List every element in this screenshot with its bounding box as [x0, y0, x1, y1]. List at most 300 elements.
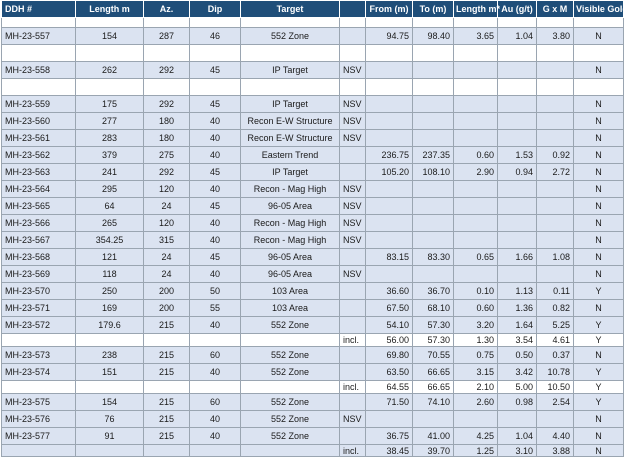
dip-cell — [190, 45, 241, 62]
gram-metres-cell: 2.54 — [537, 394, 574, 411]
note-cell — [340, 79, 366, 96]
gram-metres-cell: 3.80 — [537, 28, 574, 45]
from-cell: 71.50 — [366, 394, 413, 411]
azimuth-cell: 24 — [144, 249, 190, 266]
to-cell — [413, 18, 454, 28]
to-cell — [413, 266, 454, 283]
table-row — [2, 96, 624, 113]
to-cell — [413, 79, 454, 96]
length-cell — [76, 79, 144, 96]
table-row — [2, 45, 624, 62]
from-cell: 83.15 — [366, 249, 413, 266]
visible-gold-cell — [574, 79, 624, 96]
from-cell: 94.75 — [366, 28, 413, 45]
note-cell: NSV — [340, 130, 366, 147]
to-cell: 68.10 — [413, 300, 454, 317]
dip-cell: 45 — [190, 249, 241, 266]
note-cell: NSV — [340, 266, 366, 283]
au-grade-cell — [498, 266, 537, 283]
au-grade-cell: 0.94 — [498, 164, 537, 181]
to-cell — [413, 215, 454, 232]
table-row — [2, 283, 624, 300]
header-gram-metres: G x M — [537, 1, 574, 18]
dip-cell: 40 — [190, 266, 241, 283]
gram-metres-cell — [537, 79, 574, 96]
interval-length-cell: 2.10 — [454, 381, 498, 394]
note-cell — [340, 317, 366, 334]
azimuth-cell: 215 — [144, 394, 190, 411]
note-cell — [340, 364, 366, 381]
header-to: To (m) — [413, 1, 454, 18]
interval-length-cell — [454, 62, 498, 79]
from-cell — [366, 18, 413, 28]
ddh-cell: MH-23-559 — [2, 96, 76, 113]
note-cell — [340, 428, 366, 445]
from-cell — [366, 266, 413, 283]
note-cell: NSV — [340, 62, 366, 79]
azimuth-cell: 315 — [144, 232, 190, 249]
azimuth-cell: 180 — [144, 113, 190, 130]
table-row — [2, 147, 624, 164]
visible-gold-cell: N — [574, 428, 624, 445]
gram-metres-cell — [537, 215, 574, 232]
gram-metres-cell: 2.72 — [537, 164, 574, 181]
dip-cell: 40 — [190, 113, 241, 130]
interval-length-cell: 3.20 — [454, 317, 498, 334]
to-cell: 57.30 — [413, 317, 454, 334]
to-cell: 36.70 — [413, 283, 454, 300]
gram-metres-cell: 0.37 — [537, 347, 574, 364]
to-cell: 57.30 — [413, 334, 454, 347]
interval-length-cell — [454, 411, 498, 428]
visible-gold-cell: N — [574, 215, 624, 232]
to-cell — [413, 45, 454, 62]
target-cell: Recon E-W Structure — [241, 130, 340, 147]
interval-length-cell: 1.25 — [454, 445, 498, 457]
dip-cell: 45 — [190, 164, 241, 181]
au-grade-cell — [498, 411, 537, 428]
from-cell — [366, 96, 413, 113]
azimuth-cell: 200 — [144, 300, 190, 317]
dip-cell: 50 — [190, 283, 241, 300]
note-cell — [340, 283, 366, 300]
gram-metres-cell — [537, 266, 574, 283]
interval-length-cell: 3.15 — [454, 364, 498, 381]
au-grade-cell — [498, 198, 537, 215]
table-row — [2, 317, 624, 334]
target-cell: 96-05 Area — [241, 249, 340, 266]
from-cell: 56.00 — [366, 334, 413, 347]
visible-gold-cell: N — [574, 411, 624, 428]
gram-metres-cell — [537, 96, 574, 113]
table-row — [2, 394, 624, 411]
length-cell: 118 — [76, 266, 144, 283]
visible-gold-cell: N — [574, 164, 624, 181]
azimuth-cell: 292 — [144, 62, 190, 79]
note-cell — [340, 45, 366, 62]
au-grade-cell — [498, 232, 537, 249]
dip-cell: 45 — [190, 62, 241, 79]
target-cell: 552 Zone — [241, 428, 340, 445]
gram-metres-cell — [537, 232, 574, 249]
length-cell — [76, 45, 144, 62]
note-cell — [340, 164, 366, 181]
au-grade-cell — [498, 79, 537, 96]
interval-length-cell: 0.10 — [454, 283, 498, 300]
target-cell: Eastern Trend — [241, 147, 340, 164]
ddh-cell: MH-23-563 — [2, 164, 76, 181]
table-row — [2, 18, 624, 28]
target-cell: 552 Zone — [241, 347, 340, 364]
to-cell — [413, 113, 454, 130]
dip-cell: 40 — [190, 411, 241, 428]
interval-length-cell — [454, 96, 498, 113]
note-cell: NSV — [340, 232, 366, 249]
target-cell: IP Target — [241, 96, 340, 113]
length-cell: 154 — [76, 28, 144, 45]
to-cell: 108.10 — [413, 164, 454, 181]
table-row — [2, 249, 624, 266]
interval-length-cell: 0.65 — [454, 249, 498, 266]
length-cell — [76, 381, 144, 394]
dip-cell: 55 — [190, 300, 241, 317]
length-cell: 91 — [76, 428, 144, 445]
azimuth-cell: 292 — [144, 164, 190, 181]
note-cell: incl. — [340, 445, 366, 457]
to-cell — [413, 181, 454, 198]
note-cell — [340, 394, 366, 411]
dip-cell: 40 — [190, 317, 241, 334]
to-cell: 41.00 — [413, 428, 454, 445]
length-cell: 354.25 — [76, 232, 144, 249]
note-cell: NSV — [340, 198, 366, 215]
gram-metres-cell: 0.11 — [537, 283, 574, 300]
ddh-cell: MH-23-569 — [2, 266, 76, 283]
note-cell — [340, 147, 366, 164]
note-cell: NSV — [340, 215, 366, 232]
to-cell — [413, 130, 454, 147]
note-cell — [340, 28, 366, 45]
visible-gold-cell: N — [574, 181, 624, 198]
gram-metres-cell: 0.92 — [537, 147, 574, 164]
gram-metres-cell: 1.08 — [537, 249, 574, 266]
length-cell: 265 — [76, 215, 144, 232]
visible-gold-cell: N — [574, 266, 624, 283]
to-cell: 98.40 — [413, 28, 454, 45]
length-cell: 175 — [76, 96, 144, 113]
gram-metres-cell — [537, 113, 574, 130]
header-row — [2, 1, 624, 18]
azimuth-cell: 275 — [144, 147, 190, 164]
dip-cell — [190, 445, 241, 457]
note-cell: incl. — [340, 381, 366, 394]
ddh-cell — [2, 381, 76, 394]
note-cell: incl. — [340, 334, 366, 347]
header-interval-length: Length m* — [454, 1, 498, 18]
au-grade-cell: 1.66 — [498, 249, 537, 266]
length-cell: 179.6 — [76, 317, 144, 334]
visible-gold-cell: N — [574, 198, 624, 215]
table-row — [2, 79, 624, 96]
visible-gold-cell — [574, 45, 624, 62]
interval-length-cell: 3.65 — [454, 28, 498, 45]
au-grade-cell — [498, 130, 537, 147]
dip-cell: 45 — [190, 96, 241, 113]
azimuth-cell — [144, 79, 190, 96]
visible-gold-cell: Y — [574, 334, 624, 347]
au-grade-cell: 5.00 — [498, 381, 537, 394]
from-cell: 236.75 — [366, 147, 413, 164]
visible-gold-cell: N — [574, 62, 624, 79]
table-row — [2, 28, 624, 45]
dip-cell: 60 — [190, 347, 241, 364]
header-from: From (m) — [366, 1, 413, 18]
target-cell: 96-05 Area — [241, 198, 340, 215]
azimuth-cell: 215 — [144, 347, 190, 364]
visible-gold-cell: N — [574, 96, 624, 113]
visible-gold-cell: N — [574, 445, 624, 457]
table-row — [2, 266, 624, 283]
to-cell: 74.10 — [413, 394, 454, 411]
visible-gold-cell: N — [574, 130, 624, 147]
dip-cell: 40 — [190, 130, 241, 147]
target-cell — [241, 334, 340, 347]
gram-metres-cell: 10.50 — [537, 381, 574, 394]
dip-cell — [190, 79, 241, 96]
visible-gold-cell: N — [574, 300, 624, 317]
table-row — [2, 411, 624, 428]
interval-length-cell: 2.60 — [454, 394, 498, 411]
target-cell: Recon - Mag High — [241, 181, 340, 198]
au-grade-cell: 1.36 — [498, 300, 537, 317]
length-cell: 169 — [76, 300, 144, 317]
from-cell — [366, 411, 413, 428]
table-row — [2, 62, 624, 79]
target-cell: 103 Area — [241, 283, 340, 300]
ddh-cell: MH-23-561 — [2, 130, 76, 147]
header-ddh: DDH # — [2, 1, 76, 18]
azimuth-cell: 24 — [144, 266, 190, 283]
to-cell: 66.65 — [413, 364, 454, 381]
table-row — [2, 334, 624, 347]
interval-length-cell: 2.90 — [454, 164, 498, 181]
visible-gold-cell: Y — [574, 364, 624, 381]
gram-metres-cell — [537, 18, 574, 28]
gram-metres-cell — [537, 181, 574, 198]
dip-cell: 40 — [190, 428, 241, 445]
au-grade-cell: 3.10 — [498, 445, 537, 457]
ddh-cell: MH-23-568 — [2, 249, 76, 266]
au-grade-cell: 1.04 — [498, 28, 537, 45]
target-cell: Recon - Mag High — [241, 232, 340, 249]
interval-length-cell — [454, 79, 498, 96]
au-grade-cell — [498, 18, 537, 28]
length-cell: 250 — [76, 283, 144, 300]
ddh-cell: MH-23-565 — [2, 198, 76, 215]
gram-metres-cell — [537, 45, 574, 62]
azimuth-cell — [144, 18, 190, 28]
target-cell — [241, 45, 340, 62]
visible-gold-cell: Y — [574, 381, 624, 394]
azimuth-cell — [144, 334, 190, 347]
gram-metres-cell — [537, 62, 574, 79]
header-note — [340, 1, 366, 18]
header-visible-gold: Visible Gold — [574, 1, 624, 18]
au-grade-cell: 3.54 — [498, 334, 537, 347]
length-cell — [76, 445, 144, 457]
ddh-cell: MH-23-566 — [2, 215, 76, 232]
gram-metres-cell — [537, 130, 574, 147]
ddh-cell: MH-23-574 — [2, 364, 76, 381]
target-cell: Recon E-W Structure — [241, 113, 340, 130]
to-cell — [413, 232, 454, 249]
interval-length-cell — [454, 266, 498, 283]
azimuth-cell: 180 — [144, 130, 190, 147]
au-grade-cell: 1.13 — [498, 283, 537, 300]
target-cell — [241, 445, 340, 457]
target-cell: 552 Zone — [241, 364, 340, 381]
dip-cell: 40 — [190, 215, 241, 232]
gram-metres-cell: 5.25 — [537, 317, 574, 334]
visible-gold-cell: N — [574, 249, 624, 266]
azimuth-cell: 215 — [144, 364, 190, 381]
interval-length-cell — [454, 113, 498, 130]
target-cell — [241, 381, 340, 394]
dip-cell — [190, 334, 241, 347]
visible-gold-cell: N — [574, 232, 624, 249]
dip-cell: 40 — [190, 147, 241, 164]
visible-gold-cell: Y — [574, 394, 624, 411]
to-cell: 83.30 — [413, 249, 454, 266]
target-cell: IP Target — [241, 62, 340, 79]
from-cell — [366, 113, 413, 130]
length-cell: 283 — [76, 130, 144, 147]
visible-gold-cell: N — [574, 113, 624, 130]
length-cell: 295 — [76, 181, 144, 198]
au-grade-cell — [498, 45, 537, 62]
dip-cell: 40 — [190, 232, 241, 249]
azimuth-cell: 215 — [144, 428, 190, 445]
header-target: Target — [241, 1, 340, 18]
header-length: Length m — [76, 1, 144, 18]
note-cell — [340, 300, 366, 317]
au-grade-cell — [498, 181, 537, 198]
to-cell: 66.65 — [413, 381, 454, 394]
table-body — [2, 18, 624, 457]
target-cell: 552 Zone — [241, 411, 340, 428]
from-cell: 69.80 — [366, 347, 413, 364]
gram-metres-cell: 3.88 — [537, 445, 574, 457]
table-row — [2, 130, 624, 147]
ddh-cell: MH-23-562 — [2, 147, 76, 164]
from-cell: 67.50 — [366, 300, 413, 317]
interval-length-cell: 1.30 — [454, 334, 498, 347]
target-cell: 552 Zone — [241, 28, 340, 45]
target-cell: 103 Area — [241, 300, 340, 317]
length-cell — [76, 334, 144, 347]
length-cell: 238 — [76, 347, 144, 364]
target-cell: Recon - Mag High — [241, 215, 340, 232]
table-row — [2, 232, 624, 249]
au-grade-cell: 1.04 — [498, 428, 537, 445]
from-cell — [366, 232, 413, 249]
ddh-cell: MH-23-576 — [2, 411, 76, 428]
azimuth-cell: 200 — [144, 283, 190, 300]
interval-length-cell: 0.75 — [454, 347, 498, 364]
azimuth-cell: 292 — [144, 96, 190, 113]
au-grade-cell: 1.53 — [498, 147, 537, 164]
target-cell: 552 Zone — [241, 394, 340, 411]
to-cell — [413, 96, 454, 113]
interval-length-cell — [454, 45, 498, 62]
dip-cell: 46 — [190, 28, 241, 45]
from-cell: 63.50 — [366, 364, 413, 381]
ddh-cell — [2, 445, 76, 457]
to-cell: 39.70 — [413, 445, 454, 457]
ddh-cell — [2, 334, 76, 347]
azimuth-cell — [144, 381, 190, 394]
from-cell — [366, 198, 413, 215]
dip-cell — [190, 381, 241, 394]
table-row — [2, 198, 624, 215]
interval-length-cell — [454, 215, 498, 232]
from-cell — [366, 215, 413, 232]
length-cell: 76 — [76, 411, 144, 428]
ddh-cell: MH-23-570 — [2, 283, 76, 300]
from-cell — [366, 62, 413, 79]
table-row — [2, 300, 624, 317]
interval-length-cell: 0.60 — [454, 300, 498, 317]
gram-metres-cell — [537, 411, 574, 428]
interval-length-cell — [454, 181, 498, 198]
dip-cell: 45 — [190, 198, 241, 215]
header-azimuth: Az. — [144, 1, 190, 18]
au-grade-cell — [498, 215, 537, 232]
visible-gold-cell: Y — [574, 317, 624, 334]
gram-metres-cell — [537, 198, 574, 215]
azimuth-cell: 215 — [144, 411, 190, 428]
from-cell: 36.60 — [366, 283, 413, 300]
note-cell: NSV — [340, 96, 366, 113]
au-grade-cell: 0.98 — [498, 394, 537, 411]
table-row — [2, 445, 624, 457]
to-cell — [413, 198, 454, 215]
length-cell: 379 — [76, 147, 144, 164]
from-cell: 38.45 — [366, 445, 413, 457]
azimuth-cell: 215 — [144, 317, 190, 334]
length-cell: 277 — [76, 113, 144, 130]
interval-length-cell — [454, 18, 498, 28]
interval-length-cell: 4.25 — [454, 428, 498, 445]
to-cell: 70.55 — [413, 347, 454, 364]
table-row — [2, 215, 624, 232]
dip-cell — [190, 18, 241, 28]
visible-gold-cell: N — [574, 147, 624, 164]
table-row — [2, 381, 624, 394]
ddh-cell: MH-23-577 — [2, 428, 76, 445]
au-grade-cell: 1.64 — [498, 317, 537, 334]
note-cell: NSV — [340, 411, 366, 428]
table-row — [2, 364, 624, 381]
ddh-cell: MH-23-564 — [2, 181, 76, 198]
from-cell — [366, 79, 413, 96]
visible-gold-cell: N — [574, 28, 624, 45]
table-row — [2, 428, 624, 445]
header-dip: Dip — [190, 1, 241, 18]
target-cell — [241, 18, 340, 28]
gram-metres-cell: 10.78 — [537, 364, 574, 381]
to-cell: 237.35 — [413, 147, 454, 164]
